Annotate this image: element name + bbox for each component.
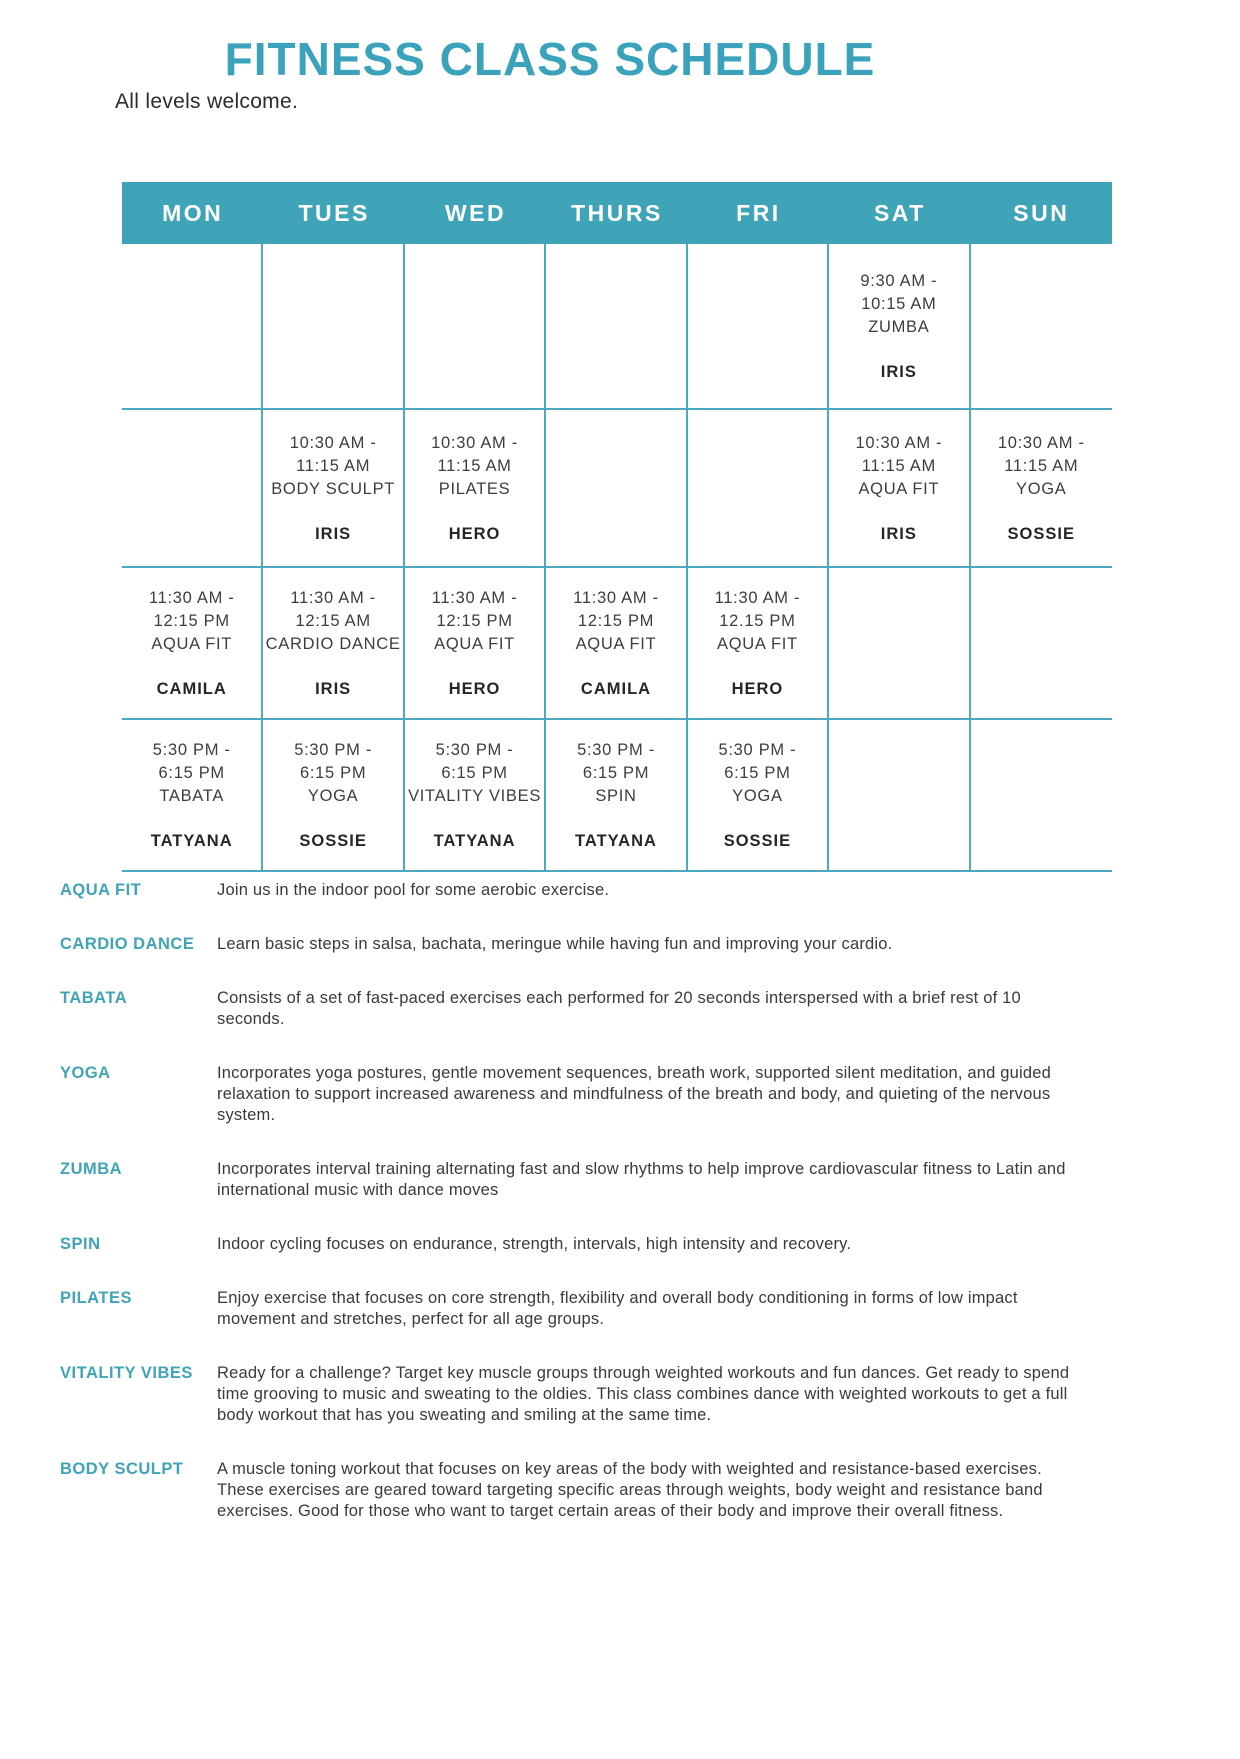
- description-body-sculpt: [60, 1459, 1120, 1522]
- class-time-start: 5:30 PM -: [294, 741, 373, 759]
- description-cardio-dance: [60, 934, 1120, 955]
- class-instructor: HERO: [731, 680, 784, 698]
- description-label: ZUMBA: [60, 1160, 123, 1178]
- class-instructor: SOSSIE: [723, 832, 792, 850]
- schedule-cell: [122, 568, 263, 718]
- schedule-cell-empty: [405, 244, 546, 408]
- schedule-cell-empty: [546, 244, 687, 408]
- class-name: SPIN: [595, 787, 637, 805]
- class-time-start: 11:30 AM -: [714, 589, 801, 607]
- class-time-start: 5:30 PM -: [718, 741, 797, 759]
- schedule-cell: [405, 720, 546, 870]
- class-time-end: 12:15 PM: [577, 612, 655, 630]
- description-text: Indoor cycling focuses on endurance, strength, intervals, high intensity and recovery.: [217, 1235, 852, 1253]
- description-text: Enjoy exercise that focuses on core strength, flexibility and overall body conditioning in forms of low impact movement and stretches, perfect for all age groups.: [217, 1289, 1018, 1328]
- class-instructor: TATYANA: [575, 832, 657, 850]
- description-aqua-fit: [60, 880, 1120, 901]
- class-name: AQUA FIT: [858, 480, 940, 498]
- class-name: YOGA: [307, 787, 359, 805]
- description-text: A muscle toning workout that focuses on key areas of the body with weighted and resistance-based exercises. These exercises are geared toward targeting specific areas through weights, body weight and resistance band exercises. Good for those who want to target certain areas of their body and improve their overall fitness.: [217, 1460, 1043, 1520]
- class-instructor: CAMILA: [580, 680, 652, 698]
- day-header-sat: SAT: [873, 199, 926, 226]
- page-title: FITNESS CLASS SCHEDULE: [224, 33, 876, 85]
- schedule-cell-empty: [263, 244, 404, 408]
- class-instructor: TATYANA: [433, 832, 516, 850]
- description-label: BODY SCULPT: [60, 1460, 184, 1478]
- description-label: CARDIO DANCE: [60, 935, 195, 953]
- class-time-end: 10:15 AM: [861, 295, 937, 313]
- class-name: CARDIO DANCE: [265, 635, 401, 653]
- page-subtitle: All levels welcome.: [115, 90, 299, 113]
- schedule-cell-empty: [122, 244, 263, 408]
- class-time-start: 11:30 AM -: [290, 589, 376, 607]
- class-time-end: 6:15 PM: [582, 764, 650, 782]
- class-name: AQUA FIT: [575, 635, 657, 653]
- class-instructor: TATYANA: [150, 832, 233, 850]
- schedule-cell: [829, 410, 970, 566]
- class-instructor: IRIS: [880, 525, 917, 543]
- class-time-start: 5:30 PM -: [435, 741, 514, 759]
- schedule-cell: [688, 568, 829, 718]
- class-time-end: 11:15 AM: [1004, 457, 1079, 475]
- class-time-start: 10:30 AM -: [997, 434, 1085, 452]
- description-text: Ready for a challenge? Target key muscle groups through weighted workouts and fun dances. Get ready to spend time grooving to music and sweating to the oldies. This class combines dance with weighted workouts to get a full body workout that has you sweating and smiling at the same time.: [217, 1364, 1070, 1424]
- description-text: Incorporates interval training alternating fast and slow rhythms to help improve cardiovascular fitness to Latin and international music with dance moves: [217, 1160, 1066, 1199]
- schedule-cell: [971, 410, 1112, 566]
- schedule-cell: [263, 410, 404, 566]
- day-header-wed: WED: [444, 199, 507, 226]
- class-instructor: IRIS: [880, 363, 917, 381]
- schedule-cell: [546, 720, 687, 870]
- class-name: AQUA FIT: [717, 635, 798, 653]
- class-instructor: HERO: [448, 525, 501, 543]
- class-time-end: 12:15 PM: [436, 612, 513, 630]
- day-header-thurs: THURS: [571, 199, 663, 226]
- schedule-cell: [546, 568, 687, 718]
- description-zumba: [60, 1159, 1120, 1201]
- class-time-start: 9:30 AM -: [860, 272, 938, 290]
- description-spin: [60, 1234, 1120, 1255]
- class-time-end: 11:15 AM: [861, 457, 936, 475]
- schedule-cell-empty: [546, 410, 687, 566]
- description-pilates: [60, 1288, 1120, 1330]
- class-time-end: 6:15 PM: [441, 764, 508, 782]
- schedule-cell: [688, 720, 829, 870]
- class-instructor: SOSSIE: [299, 832, 367, 850]
- class-time-start: 5:30 PM -: [152, 741, 231, 759]
- class-descriptions: [60, 880, 1120, 1555]
- class-name: PILATES: [438, 480, 511, 498]
- class-name: YOGA: [1016, 480, 1067, 498]
- schedule-cell: [263, 720, 404, 870]
- schedule-cell: [263, 568, 404, 718]
- schedule-cell: [122, 720, 263, 870]
- schedule-cell: [829, 244, 970, 408]
- schedule-cell-empty: [122, 410, 263, 566]
- schedule-cell: [405, 410, 546, 566]
- class-instructor: IRIS: [315, 680, 352, 698]
- class-time-end: 6:15 PM: [299, 764, 367, 782]
- schedule-row-530pm: [122, 718, 1112, 870]
- class-time-start: 11:30 AM -: [148, 589, 235, 607]
- description-text: Incorporates yoga postures, gentle movement sequences, breath work, supported silent meditation, and guided relaxation to support increased awareness and mindfulness of the breath and body, and quieting of the nervous system.: [217, 1064, 1052, 1124]
- schedule-cell-empty: [971, 720, 1112, 870]
- day-header-mon: MON: [162, 199, 224, 226]
- class-name: AQUA FIT: [434, 635, 515, 653]
- schedule-table: [122, 182, 1112, 872]
- schedule-cell-empty: [971, 244, 1112, 408]
- class-time-start: 11:30 AM -: [573, 589, 659, 607]
- description-label: AQUA FIT: [60, 881, 142, 899]
- class-time-end: 11:15 AM: [296, 457, 371, 475]
- description-label: SPIN: [60, 1235, 101, 1253]
- class-time-start: 5:30 PM -: [577, 741, 655, 759]
- description-text: Learn basic steps in salsa, bachata, meringue while having fun and improving your cardio.: [217, 935, 893, 953]
- schedule-row-1030am: [122, 408, 1112, 566]
- class-time-start: 11:30 AM -: [431, 589, 518, 607]
- schedule-cell: [405, 568, 546, 718]
- schedule-cell-empty: [971, 568, 1112, 718]
- day-header-fri: FRI: [736, 199, 781, 226]
- description-text: Consists of a set of fast-paced exercises each performed for 20 seconds interspersed with a brief rest of 10 seconds.: [217, 989, 1021, 1028]
- class-time-end: 12:15 AM: [295, 612, 371, 630]
- class-name: BODY SCULPT: [271, 480, 396, 498]
- class-name: AQUA FIT: [151, 635, 233, 653]
- description-label: YOGA: [60, 1064, 111, 1082]
- class-time-end: 6:15 PM: [724, 764, 791, 782]
- class-instructor: SOSSIE: [1007, 525, 1075, 543]
- class-instructor: IRIS: [315, 525, 352, 543]
- schedule-grid-body: [122, 244, 1112, 872]
- class-time-end: 6:15 PM: [158, 764, 225, 782]
- class-time-end: 12:15 PM: [153, 612, 230, 630]
- description-yoga: [60, 1063, 1120, 1126]
- description-vitality-vibes: [60, 1363, 1120, 1426]
- class-instructor: HERO: [448, 680, 501, 698]
- schedule-cell-empty: [688, 410, 829, 566]
- description-tabata: [60, 988, 1120, 1030]
- day-header-tues: TUES: [298, 199, 370, 226]
- class-name: ZUMBA: [868, 318, 930, 336]
- description-text: Join us in the indoor pool for some aerobic exercise.: [217, 881, 610, 899]
- schedule-header-row: [122, 182, 1112, 244]
- description-label: PILATES: [60, 1289, 132, 1307]
- day-header-sun: SUN: [1013, 199, 1070, 226]
- class-time-start: 10:30 AM -: [289, 434, 377, 452]
- class-time-end: 12.15 PM: [719, 612, 796, 630]
- schedule-cell-empty: [829, 720, 970, 870]
- schedule-row-930am: [122, 244, 1112, 408]
- class-name: YOGA: [732, 787, 783, 805]
- class-name: TABATA: [159, 787, 225, 805]
- class-time-start: 10:30 AM -: [431, 434, 518, 452]
- schedule-cell-empty: [688, 244, 829, 408]
- schedule-cell-empty: [829, 568, 970, 718]
- description-label: TABATA: [60, 989, 128, 1007]
- class-time-end: 11:15 AM: [437, 457, 512, 475]
- class-name: VITALITY VIBES: [408, 787, 542, 805]
- schedule-row-1130am: [122, 566, 1112, 718]
- class-time-start: 10:30 AM -: [855, 434, 943, 452]
- class-instructor: CAMILA: [156, 680, 227, 698]
- description-label: VITALITY VIBES: [60, 1364, 193, 1382]
